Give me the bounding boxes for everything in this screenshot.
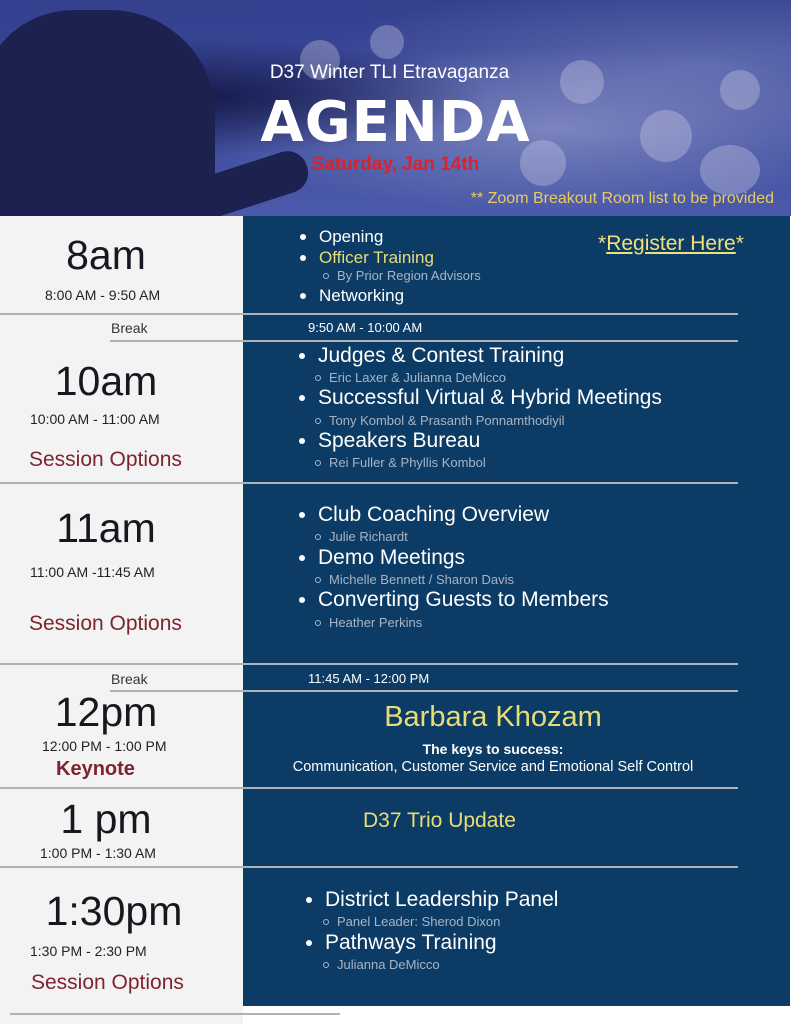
session-options-link[interactable]: Session Options	[29, 612, 182, 635]
agenda-item: Demo Meetings	[318, 546, 465, 570]
sub-bullet	[315, 534, 321, 540]
keynote-talk-title: The keys to success:	[422, 741, 564, 757]
agenda-item: Judges & Contest Training	[318, 344, 564, 368]
sub-bullet	[323, 273, 329, 279]
presenter: By Prior Region Advisors	[337, 268, 481, 283]
presenter: Panel Leader: Sherod Dixon	[337, 914, 500, 929]
agenda-item: Opening	[319, 227, 383, 247]
bullet	[299, 597, 305, 603]
divider	[110, 340, 738, 342]
keynote-label: Keynote	[56, 758, 135, 780]
agenda-item: Pathways Training	[325, 931, 497, 955]
time-range-11am: 11:00 AM -11:45 AM	[30, 564, 155, 580]
agenda-item: District Leadership Panel	[325, 888, 558, 912]
register-link[interactable]: *Register Here*	[598, 232, 744, 255]
break-label: Break	[111, 320, 148, 336]
agenda-item: Club Coaching Overview	[318, 503, 549, 527]
time-10am: 10am	[54, 358, 158, 404]
presenter: Eric Laxer & Julianna DeMicco	[329, 370, 506, 385]
bullet	[300, 293, 306, 299]
time-1pm: 1 pm	[60, 796, 152, 842]
zoom-note: ** Zoom Breakout Room list to be provided	[470, 190, 774, 207]
sub-bullet	[323, 962, 329, 968]
presenter: Tony Kombol & Prasanth Ponnamthodiyil	[329, 413, 565, 428]
crowd-figure	[370, 25, 404, 59]
bullet	[306, 940, 312, 946]
sub-bullet	[315, 620, 321, 626]
agenda-item: Networking	[319, 286, 404, 306]
bullet	[306, 897, 312, 903]
sub-bullet	[315, 460, 321, 466]
session-options-link[interactable]: Session Options	[31, 971, 184, 994]
break-time: 9:50 AM - 10:00 AM	[308, 320, 423, 335]
divider	[0, 866, 738, 868]
bullet	[300, 255, 306, 261]
bullet	[299, 353, 305, 359]
divider	[0, 482, 738, 484]
header-banner	[0, 0, 791, 216]
time-11am: 11am	[56, 505, 156, 551]
agenda-item: Speakers Bureau	[318, 429, 480, 453]
time-range-10am: 10:00 AM - 11:00 AM	[30, 411, 160, 427]
bullet	[299, 512, 305, 518]
divider	[10, 1013, 340, 1015]
break-time: 11:45 AM - 12:00 PM	[308, 671, 430, 686]
agenda-item: Converting Guests to Members	[318, 588, 609, 612]
time-130pm: 1:30pm	[45, 888, 183, 934]
time-8am: 8am	[66, 232, 146, 278]
presenter: Heather Perkins	[329, 615, 422, 630]
event-date: Saturday, Jan 14th	[311, 154, 480, 175]
presenter: Michelle Bennett / Sharon Davis	[329, 572, 514, 587]
presenter: Rei Fuller & Phyllis Kombol	[329, 455, 486, 470]
event-subtitle: D37 Winter TLI Etravaganza	[269, 62, 510, 83]
bullet	[299, 395, 305, 401]
time-range-8am: 8:00 AM - 9:50 AM	[45, 287, 161, 303]
sub-bullet	[315, 375, 321, 381]
trio-update-item: D37 Trio Update	[363, 809, 516, 832]
keynote-description: Communication, Customer Service and Emotional Self Control	[292, 759, 694, 775]
sub-bullet	[323, 919, 329, 925]
break-label: Break	[111, 671, 148, 687]
divider	[0, 787, 738, 789]
presenter: Julie Richardt	[329, 529, 408, 544]
divider	[0, 663, 738, 665]
sub-bullet	[315, 577, 321, 583]
keynote-speaker: Barbara Khozam	[384, 701, 602, 733]
time-range-1pm: 1:00 PM - 1:30 AM	[40, 845, 156, 861]
bullet	[300, 234, 306, 240]
time-range-130pm: 1:30 PM - 2:30 PM	[30, 943, 147, 959]
presenter: Julianna DeMicco	[337, 957, 440, 972]
page-title: AGENDA	[260, 90, 531, 155]
agenda-item: Officer Training	[319, 248, 434, 268]
sub-bullet	[315, 418, 321, 424]
time-range-12pm: 12:00 PM - 1:00 PM	[42, 738, 167, 754]
session-options-link[interactable]: Session Options	[29, 448, 182, 471]
bullet	[299, 555, 305, 561]
agenda-item: Successful Virtual & Hybrid Meetings	[318, 386, 662, 410]
bullet	[299, 438, 305, 444]
divider	[0, 313, 738, 315]
time-12pm: 12pm	[54, 689, 158, 735]
